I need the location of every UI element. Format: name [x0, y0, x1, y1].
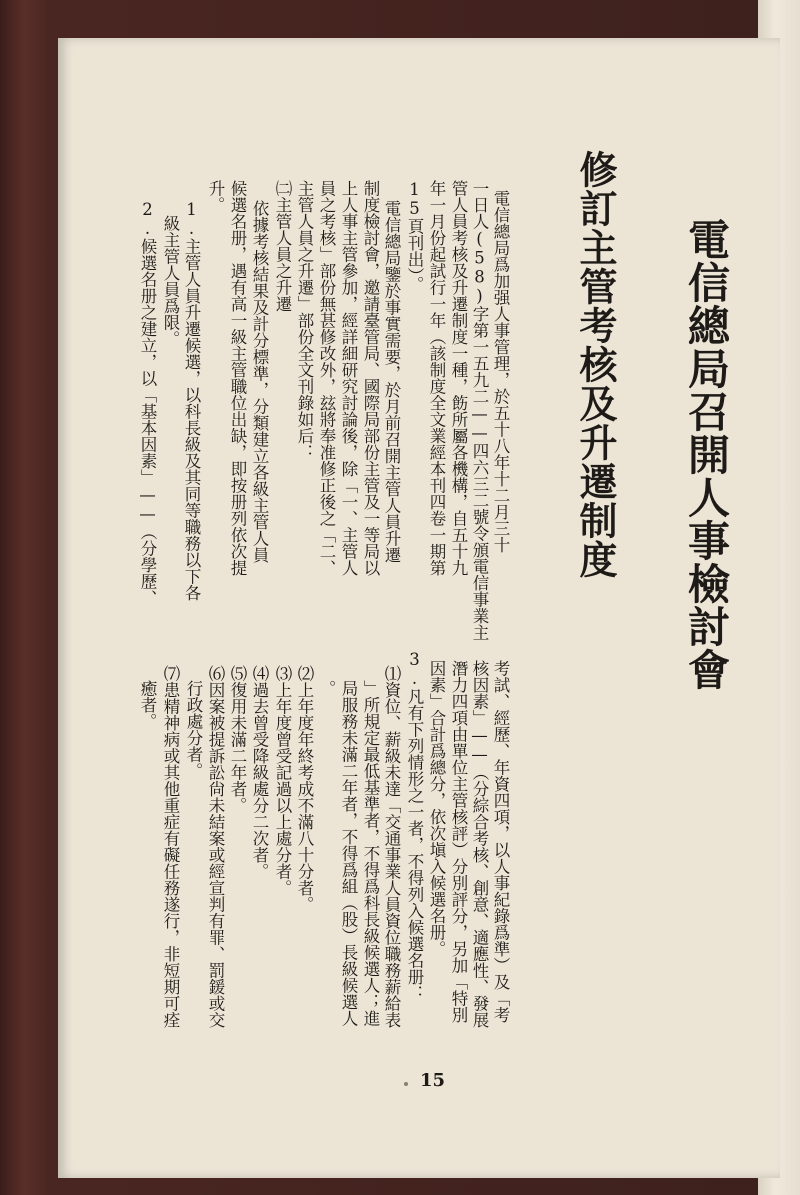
body-column-34: 癒者。: [138, 680, 157, 730]
body-column-21: 因素」合計爲總分，依次塡入候選名册。: [427, 660, 446, 957]
body-column-13: 候選名册，遇有高一級主管職位出缺，即按册列依次提: [228, 180, 247, 576]
body-column-5: 15頁刊出）。: [405, 180, 424, 293]
body-column-17: 2.候選名册之建立，以「基本因素」——（分學歷、: [138, 200, 157, 606]
body-column-12: 依據考核結果及計分標準，分類建立各級主管人員: [250, 200, 269, 563]
body-column-19: 核因素」——（分綜合考核、創意、適應性、發展: [470, 660, 489, 1028]
body-column-7: 制度檢討會，邀請臺管局、國際局部份主管及一等局以: [361, 180, 380, 576]
body-column-16: 級主管人員爲限。: [161, 215, 180, 347]
page-mark: [404, 1082, 408, 1086]
body-column-9: 員之考核」部份無甚修改外，玆將奉准修正後之「二、: [317, 180, 336, 576]
body-column-20: 潛力四項由單位主管核評）分別評分，另加「特別: [449, 660, 468, 1023]
body-column-26: 。: [317, 680, 336, 697]
document-subtitle: 修訂主管考核及升遷制度: [573, 150, 617, 579]
body-column-22: 3.凡有下列情形之一者，不得列入候選名册：: [405, 650, 424, 1002]
body-column-6: 電信總局鑒於事實需要，於月前召開主管人員升遷: [382, 200, 401, 563]
bleed-through-text: [782, 170, 797, 730]
body-column-33: ⑺患精神病或其他重症有礙任務遂行，非短期可痊: [161, 665, 180, 1028]
body-column-31: ⑹因案被提訴訟尙未結案或經宣判有罪、罰鍰或交: [206, 665, 225, 1028]
body-column-24: 」所規定最低基準者，不得爲科長級候選人；進: [361, 680, 380, 1027]
body-column-3: 管人員考核及升遷制度一種，飭所屬各機構，自五十九: [449, 180, 468, 576]
body-column-28: ⑶上年度曾受記過以上處分者。: [273, 665, 292, 896]
body-column-25: 局服務未滿二年者，不得爲組（股）長級候選人: [339, 680, 358, 1027]
document-title: 電信總局召開人事檢討會: [682, 218, 731, 691]
body-column-10: 主管人員之升遷」部份全文刊錄如后：: [295, 180, 314, 461]
body-column-30: ⑸復用未滿二年者。: [228, 665, 247, 814]
body-column-32: 行政處分者。: [184, 680, 203, 779]
body-column-1: 電信總局爲加强人事管理，於五十八年十二月三十: [491, 190, 510, 553]
body-column-11: ㈡主管人員之升遷: [273, 180, 292, 312]
body-column-4: 年一月份起試行一年（該制度全文業經本刊四卷一期第: [427, 180, 446, 576]
body-column-15: 1.主管人員升遷候選，以科長級及其同等職務以下各: [182, 200, 201, 601]
body-column-8: 上人事主管參加，經詳細研究討論後，除「一、主管人: [339, 180, 358, 576]
body-column-18: 考試、經歷、年資四項，以人事紀錄爲準）及「考: [491, 660, 510, 1023]
body-column-23: ⑴資位、薪級未達「交通事業人員資位職務薪給表: [382, 665, 401, 1028]
body-column-14: 升。: [206, 180, 225, 213]
body-column-29: ⑷過去曾受降級處分二次者。: [250, 665, 269, 880]
page-number: 15: [420, 1070, 446, 1091]
body-column-2: 一日人(58)字第一五九二——四六三二號令頒電信事業主: [470, 180, 489, 641]
body-column-27: ⑵上年度年終考成不滿八十分者。: [295, 665, 314, 913]
